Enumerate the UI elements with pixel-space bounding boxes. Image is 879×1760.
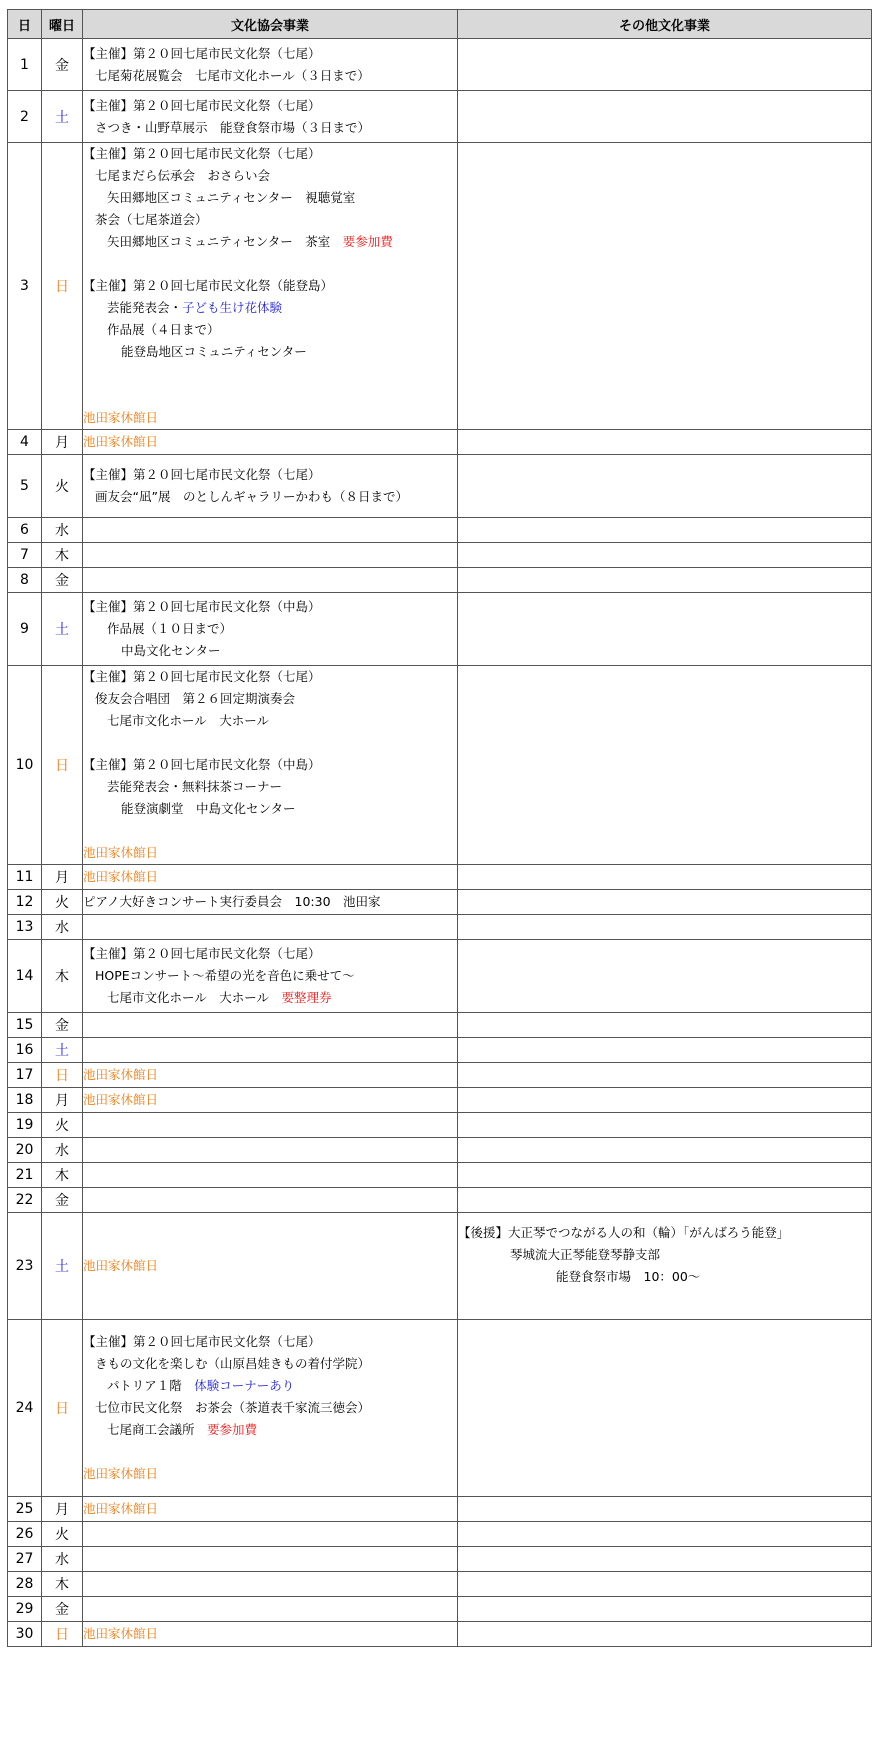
calendar-row bbox=[8, 1188, 872, 1213]
event-line bbox=[83, 842, 457, 864]
day-of-week: 土 bbox=[42, 91, 83, 143]
highlight-note: 体験コーナーあり bbox=[194, 1378, 295, 1393]
day-number: 11 bbox=[8, 865, 42, 890]
calendar-row bbox=[8, 1013, 872, 1038]
event-text: 七尾市文化ホール 大ホール bbox=[107, 713, 270, 728]
day-number: 10 bbox=[8, 666, 42, 865]
day-number: 20 bbox=[8, 1138, 42, 1163]
other-culture-events-cell bbox=[458, 1320, 872, 1497]
day-of-week: 木 bbox=[42, 1163, 83, 1188]
calendar-row bbox=[8, 1522, 872, 1547]
day-of-week: 水 bbox=[42, 1138, 83, 1163]
highlight-note: 子ども生け花体験 bbox=[182, 300, 283, 315]
event-text: 七尾まだら伝承会 おさらい会 bbox=[95, 168, 271, 183]
day-number: 1 bbox=[8, 39, 42, 91]
event-line bbox=[83, 891, 457, 913]
culture-association-events-cell bbox=[83, 1497, 458, 1522]
culture-association-events-cell bbox=[83, 143, 458, 430]
calendar-header bbox=[8, 10, 872, 39]
calendar-row bbox=[8, 1113, 872, 1138]
calendar-row bbox=[8, 91, 872, 143]
other-culture-events-cell bbox=[458, 1572, 872, 1597]
calendar-row bbox=[8, 1138, 872, 1163]
culture-association-events-cell bbox=[83, 455, 458, 518]
event-line bbox=[83, 187, 457, 209]
day-of-week: 火 bbox=[42, 1113, 83, 1138]
day-of-week: 金 bbox=[42, 1188, 83, 1213]
day-of-week: 日 bbox=[42, 666, 83, 865]
event-line bbox=[83, 965, 457, 987]
event-text: 【主催】第２０回七尾市民文化祭（中島） bbox=[83, 599, 321, 614]
calendar-row bbox=[8, 915, 872, 940]
closure-notice: 池田家休館日 bbox=[83, 1626, 159, 1641]
day-of-week: 水 bbox=[42, 1547, 83, 1572]
culture-association-events-cell bbox=[83, 1163, 458, 1188]
calendar-row bbox=[8, 1320, 872, 1497]
other-culture-events-cell bbox=[458, 518, 872, 543]
day-of-week: 木 bbox=[42, 940, 83, 1013]
event-line bbox=[83, 231, 457, 253]
day-of-week: 火 bbox=[42, 455, 83, 518]
closure-notice: 池田家休館日 bbox=[83, 869, 159, 884]
event-text: 俊友会合唱団 第２６回定期演奏会 bbox=[95, 691, 296, 706]
culture-association-events-cell bbox=[83, 593, 458, 666]
event-line bbox=[83, 688, 457, 710]
day-of-week: 金 bbox=[42, 39, 83, 91]
event-text: 中島文化センター bbox=[121, 643, 221, 658]
calendar-row bbox=[8, 1063, 872, 1088]
culture-association-events-cell bbox=[83, 666, 458, 865]
culture-association-events-cell bbox=[83, 890, 458, 915]
event-text: 矢田郷地区コミュニティセンター 視聴覚室 bbox=[107, 190, 356, 205]
closure-notice: 池田家休館日 bbox=[83, 1466, 159, 1481]
other-culture-events-cell bbox=[458, 430, 872, 455]
event-line bbox=[83, 1441, 457, 1463]
culture-association-events-cell bbox=[83, 1547, 458, 1572]
header-culture-association-events: 文化協会事業 bbox=[83, 10, 458, 39]
event-line bbox=[83, 820, 457, 842]
other-culture-events-cell bbox=[458, 666, 872, 865]
event-line bbox=[83, 1064, 457, 1086]
culture-association-events-cell bbox=[83, 568, 458, 593]
closure-notice: 池田家休館日 bbox=[83, 434, 159, 449]
event-text: 芸能発表会・無料抹茶コーナー bbox=[107, 779, 283, 794]
day-of-week: 月 bbox=[42, 430, 83, 455]
other-culture-events-cell bbox=[458, 1213, 872, 1320]
event-line bbox=[458, 1244, 871, 1266]
event-line bbox=[458, 1222, 871, 1244]
header-row bbox=[8, 10, 872, 39]
calendar-row bbox=[8, 1597, 872, 1622]
event-line bbox=[83, 431, 457, 453]
calendar-body bbox=[8, 39, 872, 1647]
calendar-row bbox=[8, 1038, 872, 1063]
event-line bbox=[83, 209, 457, 231]
calendar-row bbox=[8, 1163, 872, 1188]
culture-association-events-cell bbox=[83, 1063, 458, 1088]
event-line bbox=[83, 165, 457, 187]
culture-association-events-cell bbox=[83, 1038, 458, 1063]
event-text: 【主催】第２０回七尾市民文化祭（七尾） bbox=[83, 467, 321, 482]
culture-association-events-cell bbox=[83, 1213, 458, 1320]
calendar-row bbox=[8, 865, 872, 890]
closure-notice: 池田家休館日 bbox=[83, 845, 159, 860]
other-culture-events-cell bbox=[458, 91, 872, 143]
day-of-week: 日 bbox=[42, 143, 83, 430]
event-line bbox=[83, 319, 457, 341]
day-number: 27 bbox=[8, 1547, 42, 1572]
event-line bbox=[83, 1623, 457, 1645]
event-line bbox=[83, 618, 457, 640]
day-number: 24 bbox=[8, 1320, 42, 1497]
event-text: 矢田郷地区コミュニティセンター 茶室 bbox=[107, 234, 343, 249]
event-line bbox=[83, 117, 457, 139]
event-text: 【後援】大正琴でつながる人の和（輪）「がんばろう能登」 bbox=[458, 1225, 790, 1240]
culture-association-events-cell bbox=[83, 865, 458, 890]
event-text: HOPEコンサート～希望の光を音色に乗せて～ bbox=[95, 968, 355, 983]
event-line bbox=[83, 341, 457, 363]
day-number: 3 bbox=[8, 143, 42, 430]
day-of-week: 日 bbox=[42, 1320, 83, 1497]
header-other-culture-events: その他文化事業 bbox=[458, 10, 872, 39]
event-text: 画友会“凪”展 のとしんギャラリーかわも（８日まで） bbox=[95, 489, 408, 504]
event-line bbox=[458, 1288, 871, 1310]
event-text: 【主催】第２０回七尾市民文化祭（七尾） bbox=[83, 45, 321, 61]
culture-association-events-cell bbox=[83, 1088, 458, 1113]
day-number: 16 bbox=[8, 1038, 42, 1063]
closure-notice: 池田家休館日 bbox=[83, 1501, 159, 1516]
calendar-row bbox=[8, 666, 872, 865]
other-culture-events-cell bbox=[458, 455, 872, 518]
event-line bbox=[83, 1419, 457, 1441]
day-number: 4 bbox=[8, 430, 42, 455]
day-of-week: 水 bbox=[42, 518, 83, 543]
day-number: 9 bbox=[8, 593, 42, 666]
day-of-week: 金 bbox=[42, 1597, 83, 1622]
event-line bbox=[83, 798, 457, 820]
event-text: 【主催】第２０回七尾市民文化祭（七尾） bbox=[83, 97, 321, 113]
closure-notice: 池田家休館日 bbox=[83, 410, 159, 425]
day-of-week: 土 bbox=[42, 1038, 83, 1063]
day-of-week: 土 bbox=[42, 593, 83, 666]
day-of-week: 金 bbox=[42, 568, 83, 593]
day-number: 2 bbox=[8, 91, 42, 143]
event-text: 【主催】第２０回七尾市民文化祭（七尾） bbox=[83, 146, 321, 161]
other-culture-events-cell bbox=[458, 593, 872, 666]
event-text: 【主催】第２０回七尾市民文化祭（中島） bbox=[83, 757, 321, 772]
day-number: 22 bbox=[8, 1188, 42, 1213]
closure-notice: 池田家休館日 bbox=[83, 1067, 159, 1082]
culture-association-events-cell bbox=[83, 1188, 458, 1213]
event-line bbox=[83, 1463, 457, 1485]
event-text: ピアノ大好きコンサート実行委員会 10:30 池田家 bbox=[83, 894, 381, 909]
calendar-row bbox=[8, 518, 872, 543]
day-of-week: 火 bbox=[42, 890, 83, 915]
other-culture-events-cell bbox=[458, 890, 872, 915]
culture-association-events-cell bbox=[83, 1320, 458, 1497]
day-of-week: 木 bbox=[42, 543, 83, 568]
event-text: 能登演劇堂 中島文化センター bbox=[121, 801, 296, 816]
event-text: 能登島地区コミュニティセンター bbox=[121, 344, 307, 359]
event-text: きもの文化を楽しむ（山原昌娃きもの着付学院） bbox=[95, 1356, 371, 1371]
event-line bbox=[83, 776, 457, 798]
event-line bbox=[83, 253, 457, 275]
calendar-row bbox=[8, 568, 872, 593]
event-text: 琴城流大正琴能登琴静支部 bbox=[510, 1247, 661, 1262]
event-line bbox=[83, 732, 457, 754]
event-text: 七尾菊花展覧会 七尾市文化ホール（３日まで） bbox=[95, 67, 370, 83]
header-day: 日 bbox=[8, 10, 42, 39]
other-culture-events-cell bbox=[458, 1522, 872, 1547]
other-culture-events-cell bbox=[458, 1597, 872, 1622]
day-number: 7 bbox=[8, 543, 42, 568]
event-line bbox=[83, 710, 457, 732]
culture-association-events-cell bbox=[83, 1113, 458, 1138]
other-culture-events-cell bbox=[458, 1063, 872, 1088]
day-of-week: 月 bbox=[42, 1088, 83, 1113]
culture-association-events-cell bbox=[83, 430, 458, 455]
event-line bbox=[83, 1255, 457, 1277]
day-number: 29 bbox=[8, 1597, 42, 1622]
other-culture-events-cell bbox=[458, 1138, 872, 1163]
event-line bbox=[83, 666, 457, 688]
other-culture-events-cell bbox=[458, 1163, 872, 1188]
day-number: 14 bbox=[8, 940, 42, 1013]
event-line bbox=[83, 65, 457, 87]
day-number: 19 bbox=[8, 1113, 42, 1138]
calendar-row bbox=[8, 1213, 872, 1320]
event-line bbox=[83, 1498, 457, 1520]
other-culture-events-cell bbox=[458, 1038, 872, 1063]
calendar-row bbox=[8, 1088, 872, 1113]
calendar-row bbox=[8, 455, 872, 518]
culture-association-events-cell bbox=[83, 543, 458, 568]
other-culture-events-cell bbox=[458, 39, 872, 91]
event-text: 作品展（１０日まで） bbox=[107, 621, 233, 636]
event-line bbox=[458, 1266, 871, 1288]
other-culture-events-cell bbox=[458, 143, 872, 430]
event-text: 【主催】第２０回七尾市民文化祭（能登島） bbox=[83, 278, 334, 293]
culture-association-events-cell bbox=[83, 1013, 458, 1038]
calendar-row bbox=[8, 890, 872, 915]
other-culture-events-cell bbox=[458, 1113, 872, 1138]
event-line bbox=[83, 1397, 457, 1419]
event-line bbox=[83, 1375, 457, 1397]
culture-association-events-cell bbox=[83, 1622, 458, 1647]
other-culture-events-cell bbox=[458, 865, 872, 890]
day-of-week: 月 bbox=[42, 865, 83, 890]
culture-association-events-cell bbox=[83, 1597, 458, 1622]
calendar-row bbox=[8, 143, 872, 430]
calendar-row bbox=[8, 1572, 872, 1597]
day-number: 23 bbox=[8, 1213, 42, 1320]
other-culture-events-cell bbox=[458, 940, 872, 1013]
culture-association-events-cell bbox=[83, 91, 458, 143]
calendar-row bbox=[8, 593, 872, 666]
day-number: 5 bbox=[8, 455, 42, 518]
other-culture-events-cell bbox=[458, 568, 872, 593]
day-number: 8 bbox=[8, 568, 42, 593]
day-of-week: 土 bbox=[42, 1213, 83, 1320]
day-of-week: 日 bbox=[42, 1622, 83, 1647]
day-number: 28 bbox=[8, 1572, 42, 1597]
event-line bbox=[83, 43, 457, 65]
event-line bbox=[83, 1089, 457, 1111]
other-culture-events-cell bbox=[458, 1088, 872, 1113]
day-number: 26 bbox=[8, 1522, 42, 1547]
event-line bbox=[83, 640, 457, 662]
event-line bbox=[83, 385, 457, 407]
other-culture-events-cell bbox=[458, 915, 872, 940]
day-number: 25 bbox=[8, 1497, 42, 1522]
closure-notice: 池田家休館日 bbox=[83, 1258, 159, 1273]
culture-association-events-cell bbox=[83, 1572, 458, 1597]
event-line bbox=[83, 297, 457, 319]
event-text: 茶会（七尾茶道会） bbox=[95, 212, 208, 227]
day-number: 13 bbox=[8, 915, 42, 940]
event-text: 七尾市文化ホール 大ホール bbox=[107, 990, 282, 1005]
requirement-note: 要整理券 bbox=[281, 990, 332, 1005]
event-line bbox=[83, 596, 457, 618]
header-day-of-week: 曜日 bbox=[42, 10, 83, 39]
day-number: 18 bbox=[8, 1088, 42, 1113]
event-line bbox=[83, 464, 457, 486]
day-of-week: 金 bbox=[42, 1013, 83, 1038]
other-culture-events-cell bbox=[458, 1188, 872, 1213]
calendar-row bbox=[8, 940, 872, 1013]
other-culture-events-cell bbox=[458, 1547, 872, 1572]
event-line bbox=[83, 143, 457, 165]
culture-association-events-cell bbox=[83, 940, 458, 1013]
event-text: 七尾商工会議所 bbox=[107, 1422, 208, 1437]
calendar-row bbox=[8, 430, 872, 455]
event-text: 【主催】第２０回七尾市民文化祭（七尾） bbox=[83, 669, 321, 684]
event-line bbox=[83, 866, 457, 888]
event-line bbox=[83, 1353, 457, 1375]
event-line bbox=[83, 1331, 457, 1353]
calendar-row bbox=[8, 1622, 872, 1647]
closure-notice: 池田家休館日 bbox=[83, 1092, 159, 1107]
calendar-row bbox=[8, 1497, 872, 1522]
event-line bbox=[83, 943, 457, 965]
day-number: 21 bbox=[8, 1163, 42, 1188]
event-line bbox=[83, 486, 457, 508]
day-of-week: 木 bbox=[42, 1572, 83, 1597]
event-line bbox=[83, 363, 457, 385]
event-text: 作品展（４日まで） bbox=[107, 322, 220, 337]
event-text: パトリア１階 bbox=[107, 1378, 195, 1393]
day-number: 30 bbox=[8, 1622, 42, 1647]
event-line bbox=[83, 95, 457, 117]
event-calendar-table bbox=[7, 9, 872, 1647]
day-number: 12 bbox=[8, 890, 42, 915]
culture-association-events-cell bbox=[83, 518, 458, 543]
event-line bbox=[83, 407, 457, 429]
other-culture-events-cell bbox=[458, 543, 872, 568]
calendar-row bbox=[8, 543, 872, 568]
culture-association-events-cell bbox=[83, 915, 458, 940]
event-line bbox=[83, 275, 457, 297]
other-culture-events-cell bbox=[458, 1497, 872, 1522]
event-text: 【主催】第２０回七尾市民文化祭（七尾） bbox=[83, 1334, 321, 1349]
event-text: さつき・山野草展示 能登食祭市場（３日まで） bbox=[95, 119, 371, 135]
requirement-note: 要参加費 bbox=[207, 1422, 258, 1437]
event-line bbox=[83, 987, 457, 1009]
day-of-week: 月 bbox=[42, 1497, 83, 1522]
day-of-week: 水 bbox=[42, 915, 83, 940]
day-of-week: 日 bbox=[42, 1063, 83, 1088]
culture-association-events-cell bbox=[83, 39, 458, 91]
event-text: 【主催】第２０回七尾市民文化祭（七尾） bbox=[83, 946, 321, 961]
other-culture-events-cell bbox=[458, 1622, 872, 1647]
day-number: 6 bbox=[8, 518, 42, 543]
event-line bbox=[83, 754, 457, 776]
culture-association-events-cell bbox=[83, 1522, 458, 1547]
day-number: 17 bbox=[8, 1063, 42, 1088]
event-text: 能登食祭市場 10：00～ bbox=[556, 1269, 701, 1284]
culture-association-events-cell bbox=[83, 1138, 458, 1163]
other-culture-events-cell bbox=[458, 1013, 872, 1038]
event-text: 芸能発表会・ bbox=[107, 300, 183, 315]
day-of-week: 火 bbox=[42, 1522, 83, 1547]
calendar-row bbox=[8, 39, 872, 91]
day-number: 15 bbox=[8, 1013, 42, 1038]
requirement-note: 要参加費 bbox=[342, 234, 393, 249]
calendar-row bbox=[8, 1547, 872, 1572]
event-text: 七位市民文化祭 お茶会（茶道表千家流三徳会） bbox=[95, 1400, 371, 1415]
